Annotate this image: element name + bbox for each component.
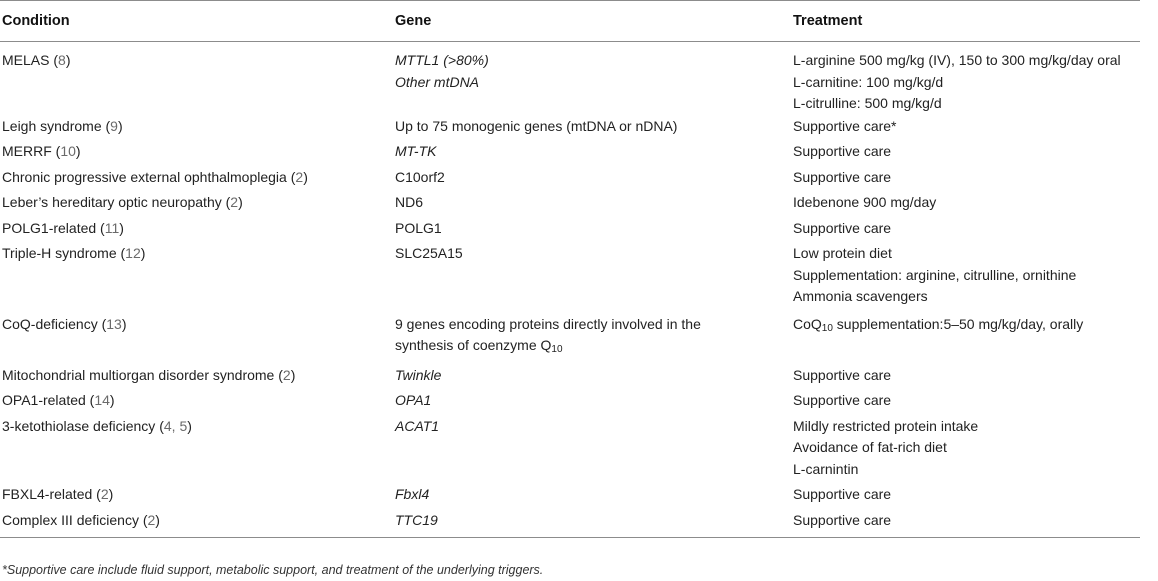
condition-name: Mitochondrial multiorgan disorder syndrome ( xyxy=(2,366,283,383)
cell-condition: Mitochondrial multiorgan disorder syndrome (2) xyxy=(2,366,296,383)
reference-link[interactable]: 4, 5 xyxy=(163,417,188,434)
cell-treatment xyxy=(793,141,1140,163)
gene-line: C10orf2 xyxy=(395,168,445,185)
header-treatment: Treatment xyxy=(793,13,863,29)
cell-gene xyxy=(395,116,793,138)
table-row xyxy=(0,115,1140,138)
reference-link[interactable]: 8 xyxy=(58,52,66,68)
table-row xyxy=(0,361,1140,387)
treatment-line: Supportive care xyxy=(793,366,892,383)
treatment-line: L-carnitine: 100 mg/kg/d xyxy=(793,73,944,90)
condition-name: Chronic progressive external ophthalmoplegia ( xyxy=(2,168,296,185)
reference-link[interactable]: 2 xyxy=(100,486,109,502)
treatment-line: L-carnintin xyxy=(793,460,859,477)
treatment-line: Low protein diet xyxy=(793,245,892,261)
treatment-line: Idebenone 900 mg/day xyxy=(793,194,937,210)
gene-line: MTTL1 (>80%) xyxy=(395,52,489,68)
reference-link[interactable]: 2 xyxy=(282,366,291,383)
treatment-line: Mildly restricted protein intake xyxy=(793,417,979,434)
treatment-line: Supportive care xyxy=(793,511,892,528)
gene-line: Twinkle xyxy=(395,366,442,383)
treatment-line: L-arginine 500 mg/kg (IV), 150 to 300 mg/kg/day oral xyxy=(793,52,1121,68)
cell-condition: Leber’s hereditary optic neuropathy (2) xyxy=(2,194,243,210)
cell-condition: Triple-H syndrome (12) xyxy=(2,245,146,261)
cell-treatment xyxy=(793,416,1140,481)
cell-treatment xyxy=(793,50,1140,115)
cell-condition: OPA1-related (14) xyxy=(2,392,115,408)
cell-treatment xyxy=(793,484,1140,506)
gene-line: Up to 75 monogenic genes (mtDNA or nDNA) xyxy=(395,117,678,134)
cell-condition: Leigh syndrome (9) xyxy=(2,117,123,134)
reference-link[interactable]: 14 xyxy=(94,392,110,408)
table-row xyxy=(0,386,1140,412)
cell-gene xyxy=(395,365,793,387)
cell-gene xyxy=(395,390,793,412)
treatment-line: CoQ$_{10}$ supplementation:5–50 mg/kg/day, orally xyxy=(793,315,1084,334)
cell-treatment xyxy=(793,192,1140,214)
table-row xyxy=(0,480,1140,506)
cell-treatment xyxy=(793,365,1140,387)
condition-name: 3-ketothiolase deficiency ( xyxy=(2,417,164,434)
gene-line: SLC25A15 xyxy=(395,245,463,261)
reference-link[interactable]: 11 xyxy=(104,219,120,236)
cell-gene xyxy=(395,141,793,163)
treatment-line: Supplementation: arginine, citrulline, ornithine xyxy=(793,266,1077,283)
cell-gene xyxy=(395,314,793,361)
cell-condition: FBXL4-related (2) xyxy=(2,486,114,502)
gene-line: OPA1 xyxy=(395,392,432,408)
gene-line: MT-TK xyxy=(395,143,437,159)
cell-condition: MERRF (10) xyxy=(2,143,81,159)
table-row xyxy=(0,239,1140,308)
cell-gene xyxy=(395,167,793,189)
condition-name: POLG1-related ( xyxy=(2,219,105,236)
bottom-rule xyxy=(0,537,1140,538)
gene-line: ACAT1 xyxy=(395,417,440,434)
table-row xyxy=(0,163,1140,189)
cell-treatment xyxy=(793,390,1140,412)
reference-link[interactable]: 13 xyxy=(106,315,122,332)
table-row xyxy=(0,50,1140,115)
cell-treatment xyxy=(793,167,1140,189)
reference-link[interactable]: 12 xyxy=(125,245,141,261)
table-row xyxy=(0,506,1140,532)
condition-name: Triple-H syndrome ( xyxy=(2,245,126,261)
treatment-line: Supportive care xyxy=(793,219,892,236)
condition-name: CoQ-deficiency ( xyxy=(2,315,107,332)
reference-link[interactable]: 2 xyxy=(147,511,156,528)
table-row xyxy=(0,308,1140,361)
treatment-line: Supportive care xyxy=(793,143,892,159)
cell-condition: Complex III deficiency (2) xyxy=(2,511,160,528)
gene-line: TTC19 xyxy=(395,511,438,528)
cell-gene xyxy=(395,484,793,506)
gene-line: Other mtDNA xyxy=(395,73,480,90)
table-row xyxy=(0,214,1140,240)
treatment-line: Supportive care* xyxy=(793,117,897,134)
condition-name: Leigh syndrome ( xyxy=(2,117,111,134)
cell-gene xyxy=(395,243,793,308)
condition-name: MELAS ( xyxy=(2,52,59,68)
table-row xyxy=(0,137,1140,163)
cell-condition: 3-ketothiolase deficiency (4, 5) xyxy=(2,417,192,434)
cell-gene xyxy=(395,510,793,532)
condition-name: Leber’s hereditary optic neuropathy ( xyxy=(2,194,231,210)
gene-line: synthesis of coenzyme $Q_{10}$ xyxy=(395,337,563,355)
treatment-line: Avoidance of fat-rich diet xyxy=(793,439,947,455)
header-gene: Gene xyxy=(395,13,432,29)
cell-condition: POLG1-related (11) xyxy=(2,219,124,236)
table-row xyxy=(0,412,1140,481)
gene-line: POLG1 xyxy=(395,219,442,236)
cell-condition: MELAS (8) xyxy=(2,52,71,68)
reference-link[interactable]: 9 xyxy=(110,117,118,134)
cell-treatment xyxy=(793,116,1140,138)
treatment-line: L-citrulline: 500 mg/kg/d xyxy=(793,95,942,111)
condition-name: FBXL4-related ( xyxy=(2,486,101,502)
header-condition: Condition xyxy=(2,13,70,29)
cell-condition: Chronic progressive external ophthalmoplegia (2) xyxy=(2,168,308,185)
table-body xyxy=(0,42,1158,531)
reference-link[interactable]: 2 xyxy=(295,168,304,185)
condition-name: MERRF ( xyxy=(2,143,61,159)
cell-treatment xyxy=(793,218,1140,240)
cell-treatment xyxy=(793,510,1140,532)
treatment-line: Ammonia scavengers xyxy=(793,288,928,304)
cell-gene xyxy=(395,50,793,115)
treatment-line: Supportive care xyxy=(793,392,892,408)
cell-treatment xyxy=(793,314,1140,361)
cell-condition: CoQ-deficiency (13) xyxy=(2,315,127,332)
condition-name: Complex III deficiency ( xyxy=(2,511,148,528)
gene-line: 9 genes encoding proteins directly involved in the xyxy=(395,315,701,332)
cell-gene xyxy=(395,218,793,240)
condition-name: OPA1-related ( xyxy=(2,392,95,408)
treatment-line: Supportive care xyxy=(793,486,892,502)
treatment-line: Supportive care xyxy=(793,168,892,185)
cell-gene xyxy=(395,192,793,214)
table-row xyxy=(0,188,1140,214)
gene-line: Fbxl4 xyxy=(395,486,430,502)
table-footnote: *Supportive care include fluid support, metabolic support, and treatment of the underlying triggers. xyxy=(2,563,544,577)
gene-line: ND6 xyxy=(395,194,424,210)
reference-link[interactable]: 10 xyxy=(60,143,76,159)
reference-link[interactable]: 2 xyxy=(230,194,239,210)
cell-treatment xyxy=(793,243,1140,308)
header-row xyxy=(0,1,1140,41)
cell-gene xyxy=(395,416,793,481)
